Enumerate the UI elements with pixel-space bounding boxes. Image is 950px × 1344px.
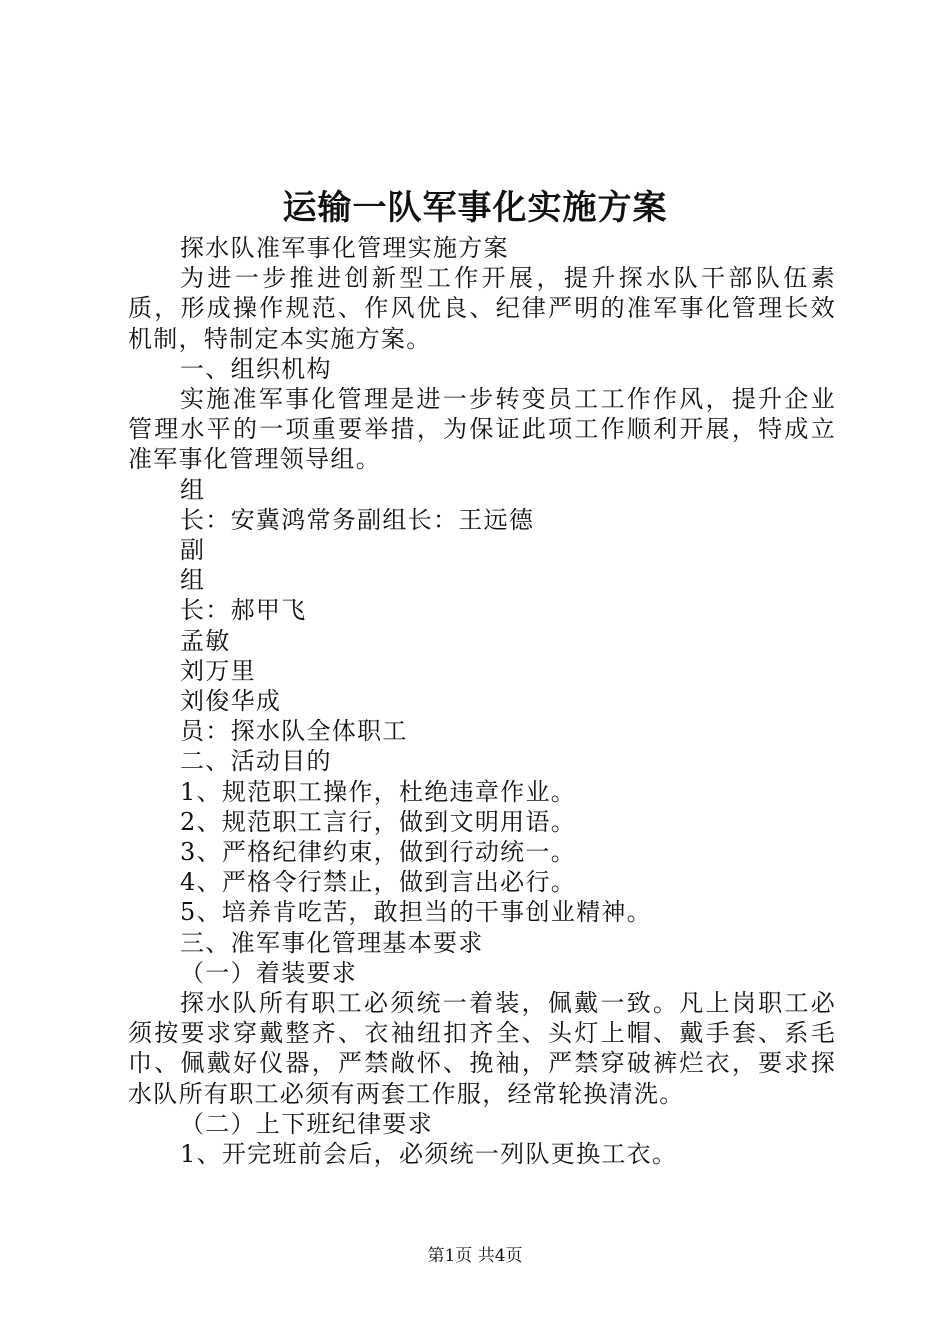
subheading-discipline: （二）上下班纪律要求: [180, 1109, 433, 1138]
text-line: 副: [180, 536, 206, 565]
paragraph-organization: 实施准军事化管理是进一步转变员工工作作风，提升企业管理水平的一项重要举措，为保证此项工作顺利开展，特成立准军事化管理领导组。: [128, 385, 836, 474]
text-line: 组: [180, 566, 206, 595]
heading-purpose: 二、活动目的: [180, 747, 332, 776]
subheading-dress: （一）着装要求: [180, 958, 358, 987]
list-item: 1、开完班前会后，必须统一列队更换工衣。: [180, 1140, 678, 1169]
list-item: 3、严格纪律约束，做到行动统一。: [180, 838, 577, 867]
text-line: 长：安冀鸿常务副组长：王远德: [180, 505, 535, 534]
list-item: 5、培养肯吃苦，敢担当的干事创业精神。: [180, 898, 652, 927]
text-line: 长：郝甲飞: [180, 596, 307, 625]
text-line: 组: [180, 475, 206, 504]
page-title: 运输一队军事化实施方案: [282, 188, 668, 228]
list-item: 2、规范职工言行，做到文明用语。: [180, 807, 577, 836]
text-line: 孟敏: [180, 626, 231, 655]
list-item: 4、严格令行禁止，做到言出必行。: [180, 868, 577, 897]
text-line: 刘俊华成: [180, 687, 282, 716]
page-footer: 第1页 共4页: [427, 1246, 523, 1266]
heading-requirements: 三、准军事化管理基本要求: [180, 928, 484, 957]
list-item: 1、规范职工操作，杜绝违章作业。: [180, 777, 577, 806]
text-line: 刘万里: [180, 656, 256, 685]
heading-organization: 一、组织机构: [180, 354, 332, 383]
paragraph-dress: 探水队所有职工必须统一着装，佩戴一致。凡上岗职工必须按要求穿戴整齐、衣袖纽扣齐全、头灯上帽、戴手套、系毛巾、佩戴好仪器，严禁敞怀、挽袖，严禁穿破裤烂衣，要求探水队所有职工必须有两套工作服，经常轮换清洗。: [128, 989, 836, 1108]
paragraph-intro: 为进一步推进创新型工作开展，提升探水队干部队伍素质，形成操作规范、作风优良、纪律严明的准军事化管理长效机制，特制定本实施方案。: [128, 264, 836, 353]
text-line: 员：探水队全体职工: [180, 717, 408, 746]
document-body: [128, 233, 836, 1169]
paragraph-subtitle: 探水队准军事化管理实施方案: [180, 234, 509, 262]
